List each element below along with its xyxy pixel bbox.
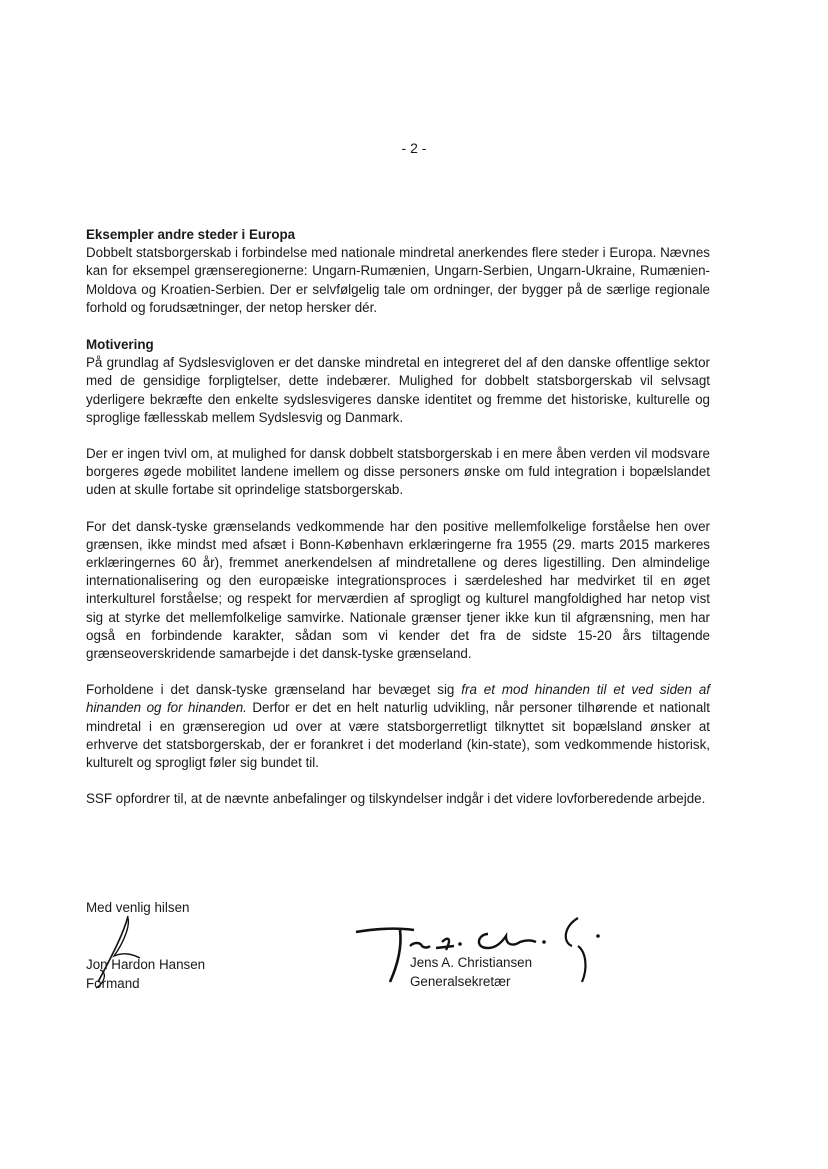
signatory-left-title: Formand <box>86 976 140 991</box>
section-heading-motivation: Motivering <box>86 337 154 353</box>
paragraph-europe: Dobbelt statsborgerskab i forbindelse med nationale mindretal anerkendes flere steder i Europa. Nævnes kan for eksempel grænseregionerne: Ungarn-Rumænien, Ungarn-Serbien, Ungarn-Ukraine, Rumænien-Moldova og Kroatien-Serbien. Der er selvfølgelig tale om ordninger, der bygger på de særlige regionale forhold og forudsætninger, der netop hersker dér. <box>86 245 710 315</box>
section-heading-europe: Eksempler andre steder i Europa <box>86 227 296 242</box>
signatory-right-name: Jens A. Christiansen <box>410 955 533 970</box>
paragraph-motivation-1: På grundlag af Sydslesvigloven er det danske mindretal en integreret del af den danske offentlige sektor med de gensidige forpligtelser, dette indebærer. Mulighed for dobbelt statsborgerskab vil selvsagt yderligere bekræfte den enkelte sydslesvigeres danske identitet og fremme det historiske, kulturelle og sproglige fællesskab mellem Sydslesvig og Danmark. <box>86 355 710 425</box>
signatory-right-title: Generalsekretær <box>410 974 511 989</box>
paragraph-motivation-2: Der er ingen tvivl om, at mulighed for dansk dobbelt statsborgerskab i en mere åben verden vil modsvare borgeres øgede mobilitet landene imellem og disse personers ønske om fuld integration i bopælslandet uden at skulle fortabe sit oprindelige statsborgerskab. <box>86 446 710 498</box>
paragraph-motivation-5: SSF opfordrer til, at de nævnte anbefalinger og tilskyndelser indgår i det videre lovforberedende arbejde. <box>86 791 706 807</box>
paragraph-4-start: Forholdene i det dansk-tyske grænseland har bevæget sig <box>86 682 462 698</box>
paragraph-motivation-4 <box>86 681 710 772</box>
letter-body <box>86 226 710 808</box>
closing-greeting: Med venlig hilsen <box>86 900 190 915</box>
page-number: - 2 - <box>401 140 427 156</box>
paragraph-4-italic: fra et mod hinanden til et ved siden af hinanden og for hinanden. <box>86 682 710 716</box>
paragraph-4-end: Derfor er det en helt naturlig udvikling, når personer tilhørende et nationalt mindretal i en grænseregion ud over at være statsborgerretligt tilknyttet sit bopælsland ønsker at erhverve det statsborgerskab, der er forankret i det moderland (kin-state), som vedkommende historisk, kulturelt og sprogligt føler sig bundet til. <box>86 700 711 771</box>
signatory-left-name: Jon Hardon Hansen <box>86 957 206 972</box>
paragraph-motivation-3: For det dansk-tyske grænselands vedkommende har den positive mellemfolkelige forståelse hen over grænsen, ikke mindst med afsæt i Bonn-København erklæringerne fra 1955 (29. marts 2015 markeres erklæringernes 60 år), fremmet anerkendelsen af mindretallene og deres ligestilling. Den almindelige internationalisering og den europæiske integrationsproces i særdeleshed har medvirket til en øget interkulturel forståelse; og respekt for merværdien af sprogligt og kulturel mangfoldighed har netop vist sig at styrke det mellemfolkelige samvirke. Nationale grænser tjener ikke kun til afgrænsning, men har også en forbindende karakter, sådan som vi kender det fra de sidste 15-20 års tiltagende grænseoverskridende samarbejde i det dansk-tyske grænseland. <box>86 518 710 662</box>
